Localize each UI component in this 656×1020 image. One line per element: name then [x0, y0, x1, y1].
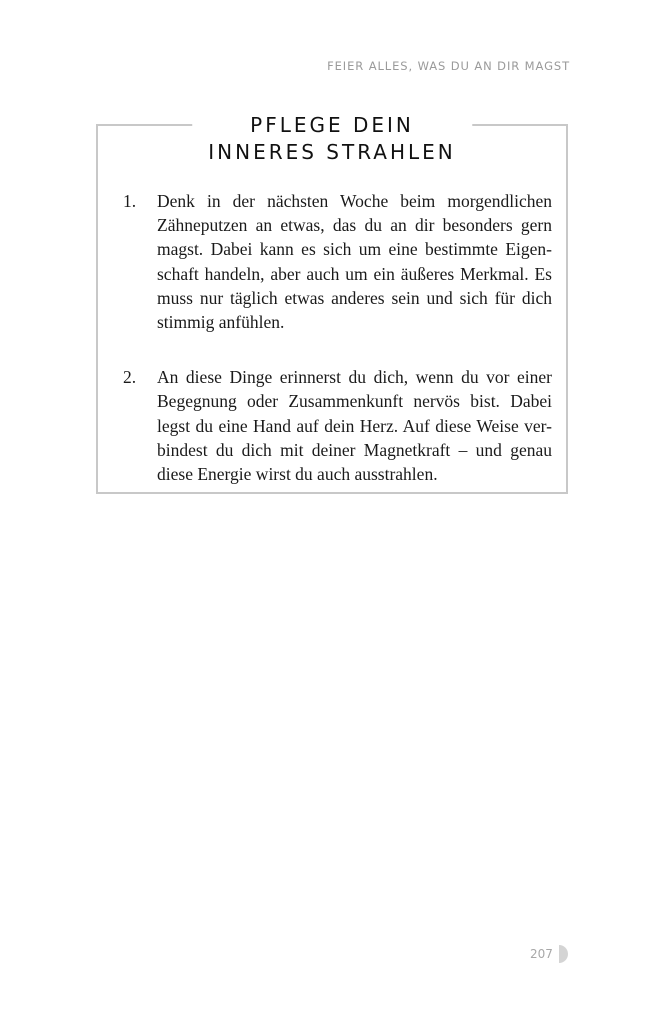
page-edge-tab — [559, 945, 568, 963]
text-line: Begegnung oder Zusammenkunft nervös bist. Dabei — [157, 391, 552, 412]
exercise-title — [192, 112, 472, 166]
text-line: magst. Dabei kann es sich um eine bestimmte Eigen- — [157, 239, 552, 260]
page-number: 207 — [530, 947, 553, 961]
list-item — [98, 365, 566, 486]
text-line: muss nur täglich etwas anderes sein und sich für dich — [157, 287, 552, 308]
list-item-text — [157, 189, 552, 334]
list-item-number: 2. — [123, 367, 137, 388]
running-head: FEIER ALLES, WAS DU AN DIR MAGST — [327, 59, 570, 73]
list-item-number: 1. — [123, 191, 137, 211]
text-line: legst du eine Hand auf dein Herz. Auf diese Weise ver- — [157, 415, 552, 436]
exercise-box — [96, 113, 568, 494]
exercise-list — [98, 189, 566, 517]
text-line: Zähneputzen an etwas, das du an dir besonders gern — [157, 215, 552, 236]
exercise-title-line-2: INNERES STRAHLEN — [208, 140, 456, 164]
text-line: diese Energie wirst du auch ausstrahlen. — [157, 464, 438, 485]
text-line: Denk in der nächsten Woche beim morgendlichen — [157, 191, 552, 211]
text-line: An diese Dinge erinnerst du dich, wenn du vor einer — [157, 367, 552, 388]
text-line: stimmig anfühlen. — [157, 312, 285, 333]
text-line: schaft handeln, aber auch um ein äußeres Merkmal. Es — [157, 263, 552, 284]
text-line: bindest du dich mit deiner Magnetkraft – und genau — [157, 439, 552, 460]
exercise-title-line-1: PFLEGE DEIN — [250, 113, 414, 137]
list-item-text — [157, 365, 552, 486]
list-item — [98, 189, 566, 334]
